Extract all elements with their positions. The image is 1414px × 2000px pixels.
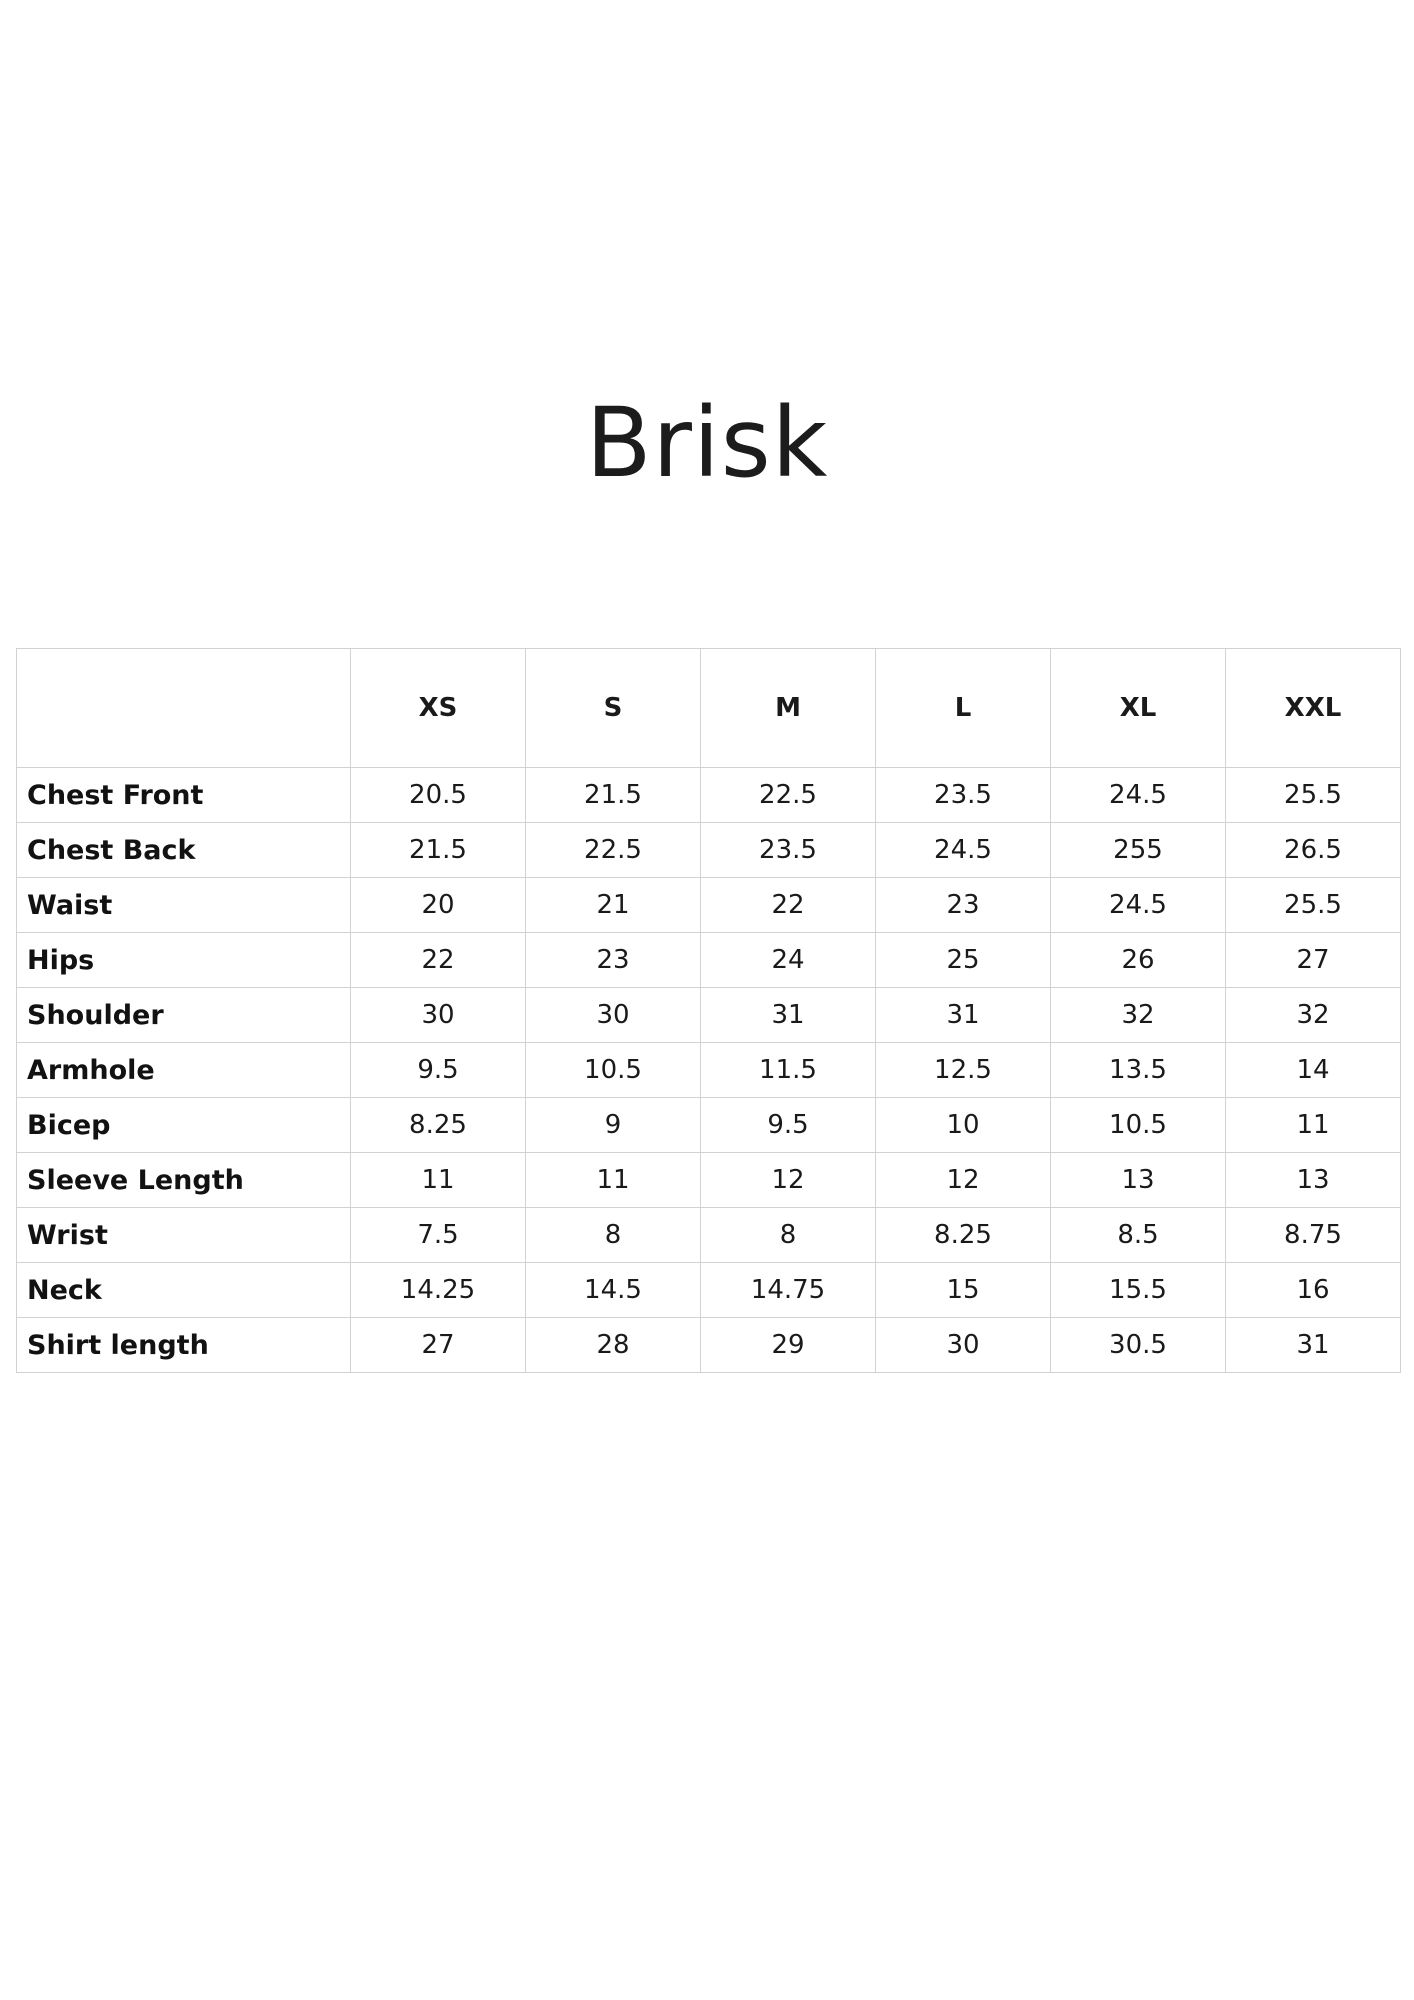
cell-chest-back-s: 22.5 (526, 823, 701, 878)
cell-wrist-xxl: 8.75 (1226, 1208, 1401, 1263)
cell-shirt-length-xl: 30.5 (1051, 1318, 1226, 1373)
header-size-xl: XL (1051, 649, 1226, 768)
cell-hips-xs: 22 (351, 933, 526, 988)
cell-bicep-s: 9 (526, 1098, 701, 1153)
cell-chest-front-xs: 20.5 (351, 768, 526, 823)
cell-waist-m: 22 (701, 878, 876, 933)
cell-sleeve-length-xs: 11 (351, 1153, 526, 1208)
cell-armhole-s: 10.5 (526, 1043, 701, 1098)
cell-neck-s: 14.5 (526, 1263, 701, 1318)
cell-shoulder-xs: 30 (351, 988, 526, 1043)
row-label-shoulder: Shoulder (17, 988, 351, 1043)
header-size-s: S (526, 649, 701, 768)
row-label-wrist: Wrist (17, 1208, 351, 1263)
cell-neck-xl: 15.5 (1051, 1263, 1226, 1318)
cell-bicep-xl: 10.5 (1051, 1098, 1226, 1153)
cell-hips-xl: 26 (1051, 933, 1226, 988)
row-label-bicep: Bicep (17, 1098, 351, 1153)
table-row (17, 988, 1401, 1043)
cell-shirt-length-m: 29 (701, 1318, 876, 1373)
table-row (17, 768, 1401, 823)
header-size-m: M (701, 649, 876, 768)
cell-armhole-xs: 9.5 (351, 1043, 526, 1098)
brand-logo-text: Brisk (585, 387, 829, 499)
cell-shirt-length-s: 28 (526, 1318, 701, 1373)
row-label-shirt-length: Shirt length (17, 1318, 351, 1373)
cell-armhole-l: 12.5 (876, 1043, 1051, 1098)
row-label-chest-back: Chest Back (17, 823, 351, 878)
header-row (17, 649, 1401, 768)
cell-neck-m: 14.75 (701, 1263, 876, 1318)
row-label-sleeve-length: Sleeve Length (17, 1153, 351, 1208)
cell-chest-back-xxl: 26.5 (1226, 823, 1401, 878)
cell-chest-back-xl: 255 (1051, 823, 1226, 878)
cell-chest-front-xxl: 25.5 (1226, 768, 1401, 823)
cell-shoulder-l: 31 (876, 988, 1051, 1043)
cell-chest-back-l: 24.5 (876, 823, 1051, 878)
cell-hips-m: 24 (701, 933, 876, 988)
cell-shoulder-xl: 32 (1051, 988, 1226, 1043)
row-label-waist: Waist (17, 878, 351, 933)
cell-chest-back-xs: 21.5 (351, 823, 526, 878)
cell-bicep-l: 10 (876, 1098, 1051, 1153)
cell-wrist-xl: 8.5 (1051, 1208, 1226, 1263)
cell-shoulder-m: 31 (701, 988, 876, 1043)
cell-shirt-length-xs: 27 (351, 1318, 526, 1373)
cell-armhole-xl: 13.5 (1051, 1043, 1226, 1098)
table-row (17, 1208, 1401, 1263)
cell-armhole-xxl: 14 (1226, 1043, 1401, 1098)
cell-shirt-length-l: 30 (876, 1318, 1051, 1373)
cell-bicep-m: 9.5 (701, 1098, 876, 1153)
table-header (17, 649, 1401, 768)
cell-waist-xl: 24.5 (1051, 878, 1226, 933)
row-label-armhole: Armhole (17, 1043, 351, 1098)
cell-chest-front-l: 23.5 (876, 768, 1051, 823)
cell-wrist-xs: 7.5 (351, 1208, 526, 1263)
header-size-l: L (876, 649, 1051, 768)
cell-sleeve-length-m: 12 (701, 1153, 876, 1208)
cell-hips-s: 23 (526, 933, 701, 988)
cell-bicep-xs: 8.25 (351, 1098, 526, 1153)
table-row (17, 1153, 1401, 1208)
cell-sleeve-length-xl: 13 (1051, 1153, 1226, 1208)
table-row (17, 933, 1401, 988)
cell-hips-l: 25 (876, 933, 1051, 988)
size-chart-table (16, 648, 1401, 1373)
size-chart-container (16, 648, 1400, 1373)
row-label-neck: Neck (17, 1263, 351, 1318)
cell-chest-front-xl: 24.5 (1051, 768, 1226, 823)
header-size-xs: XS (351, 649, 526, 768)
cell-shoulder-s: 30 (526, 988, 701, 1043)
cell-chest-front-s: 21.5 (526, 768, 701, 823)
cell-sleeve-length-l: 12 (876, 1153, 1051, 1208)
cell-waist-xxl: 25.5 (1226, 878, 1401, 933)
cell-hips-xxl: 27 (1226, 933, 1401, 988)
row-label-chest-front: Chest Front (17, 768, 351, 823)
cell-bicep-xxl: 11 (1226, 1098, 1401, 1153)
table-row (17, 823, 1401, 878)
cell-armhole-m: 11.5 (701, 1043, 876, 1098)
cell-shirt-length-xxl: 31 (1226, 1318, 1401, 1373)
cell-neck-xxl: 16 (1226, 1263, 1401, 1318)
cell-wrist-s: 8 (526, 1208, 701, 1263)
cell-waist-xs: 20 (351, 878, 526, 933)
table-row (17, 878, 1401, 933)
table-row (17, 1098, 1401, 1153)
header-size-xxl: XXL (1226, 649, 1401, 768)
header-corner-cell (17, 649, 351, 768)
table-row (17, 1263, 1401, 1318)
cell-neck-l: 15 (876, 1263, 1051, 1318)
cell-wrist-m: 8 (701, 1208, 876, 1263)
cell-sleeve-length-xxl: 13 (1226, 1153, 1401, 1208)
brand-header (0, 387, 1414, 499)
cell-waist-s: 21 (526, 878, 701, 933)
cell-wrist-l: 8.25 (876, 1208, 1051, 1263)
cell-sleeve-length-s: 11 (526, 1153, 701, 1208)
cell-waist-l: 23 (876, 878, 1051, 933)
cell-shoulder-xxl: 32 (1226, 988, 1401, 1043)
table-row (17, 1318, 1401, 1373)
cell-chest-front-m: 22.5 (701, 768, 876, 823)
cell-neck-xs: 14.25 (351, 1263, 526, 1318)
cell-chest-back-m: 23.5 (701, 823, 876, 878)
table-body (17, 768, 1401, 1373)
row-label-hips: Hips (17, 933, 351, 988)
table-row (17, 1043, 1401, 1098)
